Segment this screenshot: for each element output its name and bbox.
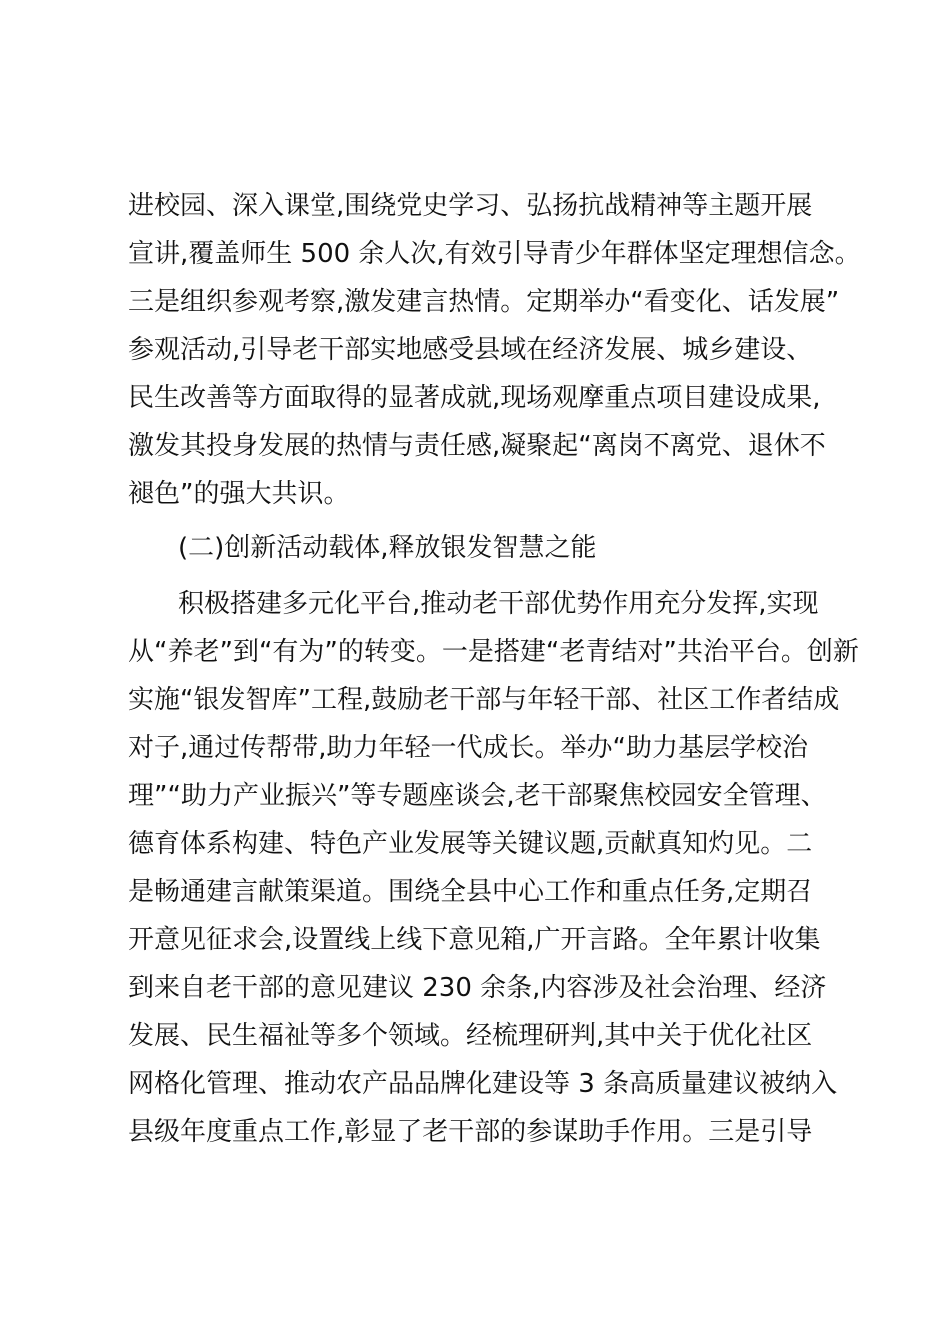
text-line: 是畅通建言献策渠道。围绕全县中心工作和重点任务,定期召 [128,877,813,907]
text-line: 到来自老干部的意见建议 230 余条,内容涉及社会治理、经济 [128,973,827,1003]
text-line: 发展、民生福祉等多个领域。经梳理研判,其中关于优化社区 [128,1021,813,1051]
text-line: 参观活动,引导老干部实地感受县域在经济发展、城乡建设、 [128,335,813,365]
text-line: 对子,通过传帮带,助力年轻一代成长。举办“助力基层学校治 [128,733,808,763]
text-line: 褪色”的强大共识。 [128,479,350,509]
text-line: 理”“助力产业振兴”等专题座谈会,老干部聚焦校园安全管理、 [128,781,827,811]
text-line: 激发其投身发展的热情与责任感,凝聚起“离岗不离党、退休不 [128,431,826,461]
text-line: 三是组织参观考察,激发建言热情。定期举办“看变化、话发展” [128,287,840,317]
text-line: 宣讲,覆盖师生 500 余人次,有效引导青少年群体坚定理想信念。 [128,239,861,269]
text-line: 民生改善等方面取得的显著成就,现场观摩重点项目建设成果, [128,383,821,413]
text-line: 网格化管理、推动农产品品牌化建设等 3 条高质量建议被纳入 [128,1069,838,1099]
text-line: 从“养老”到“有为”的转变。一是搭建“老青结对”共治平台。创新 [128,637,859,667]
text-line: 进校园、深入课堂,围绕党史学习、弘扬抗战精神等主题开展 [128,191,813,221]
text-line: 德育体系构建、特色产业发展等关键议题,贡献真知灼见。二 [128,829,813,859]
section-heading: (二)创新活动载体,释放银发智慧之能 [178,533,597,563]
text-line: 县级年度重点工作,彰显了老干部的参谋助手作用。三是引导 [128,1117,813,1147]
text-line: 实施“银发智库”工程,鼓励老干部与年轻干部、社区工作者结成 [128,685,840,715]
text-line: 开意见征求会,设置线上线下意见箱,广开言路。全年累计收集 [128,925,821,955]
paragraph-first-line: 积极搭建多元化平台,推动老干部优势作用充分发挥,实现 [178,589,819,619]
